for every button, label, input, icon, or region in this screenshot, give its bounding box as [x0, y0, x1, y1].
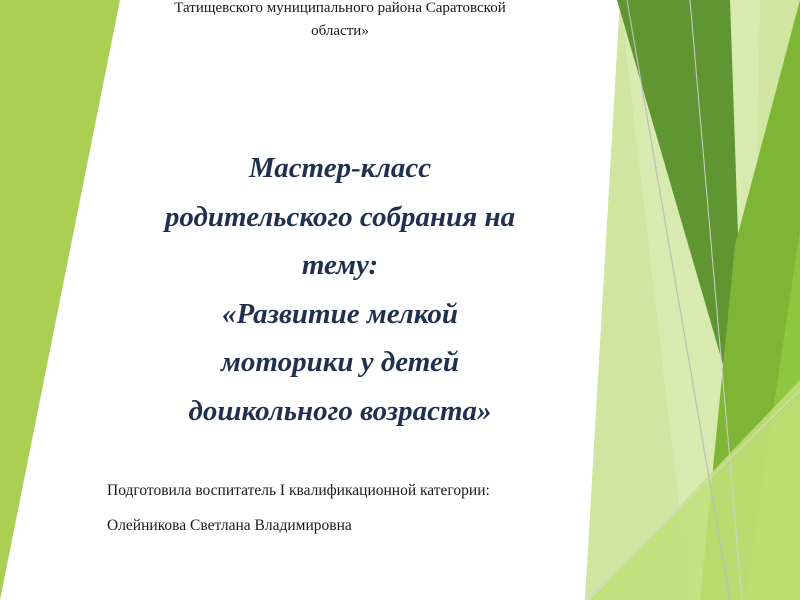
slide-title: [60, 144, 620, 435]
author-name: Олейникова Светлана Владимировна: [107, 517, 352, 534]
title-line-5: моторики у детей: [221, 346, 459, 378]
title-line-1: Мастер-класс: [248, 152, 432, 184]
title-line-4: «Развитие мелкой: [222, 297, 458, 330]
organization-line-1: Татищевского муниципального района Саратовской: [174, 0, 506, 16]
title-line-2: родительского собрания на: [164, 200, 516, 233]
title-line-3: тему:: [301, 249, 379, 281]
title-line-6: дошкольного возраста»: [188, 394, 492, 427]
author-role: Подготовила воспитатель I квалификационной категории:: [107, 482, 490, 499]
organization-line-2: области»: [311, 23, 369, 39]
